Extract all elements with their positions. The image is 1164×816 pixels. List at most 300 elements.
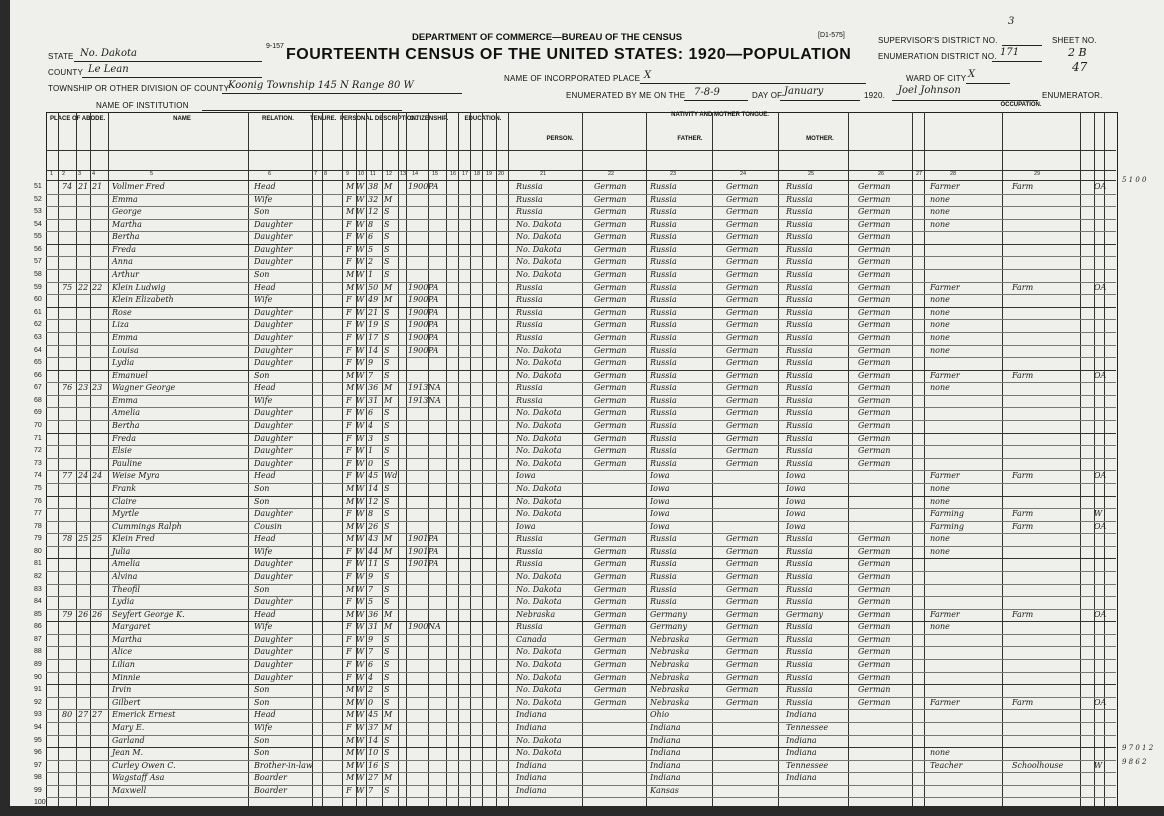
cell-age: 36: [368, 383, 379, 393]
cell-age: 16: [368, 760, 379, 770]
cell-fplace: Russia: [650, 559, 677, 569]
cell-rel: Daughter: [254, 257, 293, 267]
cell-name: Wagstaff Asa: [112, 773, 165, 783]
line-number: 86: [34, 623, 42, 631]
cell-rel: Daughter: [254, 634, 293, 644]
cell-name: Julia: [112, 546, 131, 556]
cell-sex: F: [346, 446, 352, 456]
line-number: 65: [34, 359, 42, 367]
cell-place: Russia: [516, 395, 543, 405]
cell-age: 5: [368, 597, 374, 607]
cell-mtongue: German: [858, 584, 891, 594]
cell-age: 5: [368, 244, 374, 254]
cell-place: Nebraska: [516, 609, 556, 619]
cell-ms: M: [384, 395, 393, 405]
cell-sex: F: [346, 307, 352, 317]
cell-tongue: German: [594, 622, 627, 632]
cell-fplace: Russia: [650, 546, 677, 556]
line-number: 78: [34, 522, 42, 530]
cell-age: 32: [368, 194, 379, 204]
cell-sex: M: [346, 697, 355, 707]
cell-name: Lydia: [112, 358, 135, 368]
cell-ms: M: [384, 383, 393, 393]
cell-occ: Farmer: [930, 182, 960, 191]
cell-race: W: [356, 710, 365, 720]
cell-race: W: [356, 571, 365, 581]
cell-ftongue: German: [726, 546, 759, 556]
column-number: 16: [450, 171, 457, 177]
column-rule: [248, 112, 249, 808]
cell-name: Louisa: [112, 345, 139, 355]
column-rule: [446, 112, 447, 808]
cell-fplace: Iowa: [650, 471, 670, 481]
cell-place: No. Dakota: [516, 446, 562, 456]
cell-house: 77: [62, 471, 73, 481]
cell-age: 36: [368, 609, 379, 619]
cell-sex: F: [346, 660, 352, 670]
cell-mplace: Russia: [786, 647, 813, 657]
cell-tongue: German: [594, 358, 627, 368]
cell-age: 1: [368, 270, 374, 280]
enumeration-district-value: 171: [1000, 47, 1020, 58]
cell-mtongue: German: [858, 546, 891, 556]
cell-sex: F: [346, 320, 352, 330]
cell-ms: M: [384, 182, 393, 191]
cell-race: W: [356, 609, 365, 619]
line-number: 76: [34, 497, 42, 505]
cell-mplace: Iowa: [786, 496, 806, 506]
cell-race: W: [356, 345, 365, 355]
cell-tongue: German: [594, 534, 627, 544]
cell-nat: NA: [428, 383, 441, 393]
cell-tongue: German: [594, 244, 627, 254]
cell-ind: Farm: [1012, 282, 1034, 292]
ward-label: WARD OF CITY: [906, 74, 967, 83]
cell-fplace: Russia: [650, 597, 677, 607]
cell-rel: Head: [254, 383, 276, 393]
cell-rel: Head: [254, 534, 276, 544]
cell-place: No. Dakota: [516, 660, 562, 670]
line-number: 70: [34, 422, 42, 430]
cell-tongue: German: [594, 546, 627, 556]
cell-fplace: Russia: [650, 219, 677, 229]
cell-nat: PA: [428, 345, 439, 355]
cell-nat: PA: [428, 546, 439, 556]
cell-rel: Son: [254, 697, 270, 707]
cell-sex: M: [346, 584, 355, 594]
cell-mplace: Germany: [786, 609, 823, 619]
column-number: 22: [608, 171, 615, 177]
cell-rel: Cousin: [254, 521, 282, 531]
cell-name: Amelia: [112, 559, 140, 569]
cell-fam: 25: [92, 534, 103, 544]
cell-sex: M: [346, 270, 355, 280]
cell-fplace: Russia: [650, 307, 677, 317]
column-rule: [398, 112, 399, 808]
cell-mtongue: German: [858, 672, 891, 682]
cell-tongue: German: [594, 584, 627, 594]
cell-emp: OA: [1094, 370, 1107, 380]
cell-name: Bertha: [112, 232, 140, 242]
cell-fplace: Russia: [650, 408, 677, 418]
cell-race: W: [356, 458, 365, 468]
cell-ms: S: [384, 571, 390, 581]
cell-name: Amelia: [112, 408, 140, 418]
cell-mplace: Russia: [786, 395, 813, 405]
cell-place: Russia: [516, 307, 543, 317]
cell-place: Russia: [516, 182, 543, 191]
cell-mtongue: German: [858, 295, 891, 305]
cell-mplace: Tennessee: [786, 722, 829, 732]
cell-ms: S: [384, 521, 390, 531]
line-number: 88: [34, 648, 42, 656]
cell-ftongue: German: [726, 320, 759, 330]
cell-nat: PA: [428, 559, 439, 569]
cell-race: W: [356, 660, 365, 670]
margin-note: 9 8 6 2: [1122, 758, 1147, 766]
column-rule: [458, 112, 459, 808]
cell-fplace: Germany: [650, 622, 687, 632]
enumerated-label: ENUMERATED BY ME ON THE: [566, 91, 686, 100]
cell-mtongue: German: [858, 408, 891, 418]
line-number: 98: [34, 774, 42, 782]
cell-occ: none: [930, 383, 950, 393]
enumerated-days: 7-8-9: [694, 87, 720, 98]
cell-ms: S: [384, 785, 390, 795]
cell-mtongue: German: [858, 383, 891, 393]
cell-tongue: German: [594, 609, 627, 619]
line-number: 97: [34, 761, 42, 769]
cell-nat: PA: [428, 332, 439, 342]
cell-race: W: [356, 182, 365, 191]
cell-occ: none: [930, 496, 950, 506]
cell-sex: M: [346, 534, 355, 544]
cell-ms: S: [384, 672, 390, 682]
scan-edge: [0, 0, 10, 816]
cell-place: Russia: [516, 194, 543, 204]
cell-sex: F: [346, 257, 352, 267]
cell-name: Weise Myra: [112, 471, 160, 481]
cell-mplace: Indiana: [786, 735, 817, 745]
cell-dw: 21: [78, 182, 89, 191]
cell-name: Irvin: [112, 685, 132, 695]
cell-rel: Daughter: [254, 509, 293, 519]
cell-tongue: German: [594, 685, 627, 695]
cell-fplace: Russia: [650, 584, 677, 594]
cell-occ: none: [930, 546, 950, 556]
cell-age: 9: [368, 358, 374, 368]
cell-race: W: [356, 332, 365, 342]
cell-occ: Teacher: [930, 760, 963, 770]
cell-tongue: German: [594, 408, 627, 418]
cell-place: Iowa: [516, 521, 536, 531]
cell-emp: OA: [1094, 697, 1107, 707]
cell-age: 4: [368, 672, 374, 682]
cell-sex: F: [346, 571, 352, 581]
cell-ftongue: German: [726, 282, 759, 292]
cell-race: W: [356, 760, 365, 770]
cell-race: W: [356, 370, 365, 380]
cell-race: W: [356, 697, 365, 707]
cell-tongue: German: [594, 433, 627, 443]
cell-ms: M: [384, 295, 393, 305]
cell-race: W: [356, 232, 365, 242]
cell-tongue: German: [594, 307, 627, 317]
cell-nat: NA: [428, 622, 441, 632]
cell-mplace: Russia: [786, 232, 813, 242]
cell-mtongue: German: [858, 395, 891, 405]
line-number: 74: [34, 472, 42, 480]
cell-mtongue: German: [858, 559, 891, 569]
column-rule: [406, 112, 407, 808]
cell-ms: S: [384, 370, 390, 380]
incorporated-place-label: NAME OF INCORPORATED PLACE: [504, 74, 641, 83]
cell-place: No. Dakota: [516, 219, 562, 229]
cell-mtongue: German: [858, 358, 891, 368]
cell-house: 80: [62, 710, 73, 720]
column-rule: [582, 112, 583, 808]
cell-ftongue: German: [726, 408, 759, 418]
cell-rel: Daughter: [254, 433, 293, 443]
county-label: COUNTY: [48, 68, 83, 77]
cell-sex: M: [346, 735, 355, 745]
cell-age: 2: [368, 257, 374, 267]
cell-mplace: Russia: [786, 421, 813, 431]
cell-age: 37: [368, 722, 379, 732]
cell-name: Emma: [112, 194, 138, 204]
line-number: 69: [34, 409, 42, 417]
cell-name: Myrtle: [112, 509, 140, 519]
cell-age: 7: [368, 370, 374, 380]
column-rule: [924, 112, 925, 808]
cell-rel: Son: [254, 748, 270, 758]
cell-ms: S: [384, 446, 390, 456]
scan-edge: [0, 806, 1164, 816]
cell-fplace: Russia: [650, 320, 677, 330]
cell-age: 38: [368, 182, 379, 191]
cell-age: 4: [368, 421, 374, 431]
cell-ind: Farm: [1012, 697, 1034, 707]
cell-ms: M: [384, 609, 393, 619]
cell-tongue: German: [594, 257, 627, 267]
line-number: 84: [34, 598, 42, 606]
column-number: 21: [540, 171, 547, 177]
cell-house: 74: [62, 182, 73, 191]
cell-sex: F: [346, 634, 352, 644]
cell-sex: F: [346, 345, 352, 355]
cell-mtongue: German: [858, 534, 891, 544]
cell-rel: Daughter: [254, 672, 293, 682]
cell-place: Indiana: [516, 710, 547, 720]
cell-ftongue: German: [726, 534, 759, 544]
column-rule: [312, 112, 313, 808]
cell-sex: M: [346, 748, 355, 758]
cell-mplace: Russia: [786, 295, 813, 305]
line-number: 72: [34, 447, 42, 455]
cell-rel: Daughter: [254, 421, 293, 431]
cell-name: Martha: [112, 219, 142, 229]
cell-fplace: Iowa: [650, 483, 670, 493]
cell-age: 31: [368, 395, 379, 405]
line-number: 51: [34, 183, 42, 190]
cell-fplace: Germany: [650, 609, 687, 619]
column-rule: [848, 112, 849, 808]
cell-rel: Son: [254, 270, 270, 280]
cell-age: 10: [368, 748, 379, 758]
cell-mtongue: German: [858, 458, 891, 468]
column-rule: [322, 112, 323, 808]
cell-ms: S: [384, 660, 390, 670]
cell-place: No. Dakota: [516, 408, 562, 418]
column-number: 20: [498, 171, 505, 177]
cell-ftongue: German: [726, 634, 759, 644]
header-rule: [46, 150, 1116, 151]
cell-tongue: German: [594, 421, 627, 431]
cell-tongue: German: [594, 219, 627, 229]
column-rule: [1080, 112, 1081, 808]
cell-tongue: German: [594, 634, 627, 644]
line-number: 99: [34, 786, 42, 794]
month-value: January: [784, 86, 824, 97]
cell-place: Russia: [516, 320, 543, 330]
group-citizenship: CITIZENSHIP.: [409, 116, 449, 122]
cell-ftongue: German: [726, 307, 759, 317]
cell-mplace: Russia: [786, 446, 813, 456]
cell-rel: Daughter: [254, 332, 293, 342]
cell-sex: M: [346, 496, 355, 506]
cell-ftongue: German: [726, 559, 759, 569]
cell-tongue: German: [594, 647, 627, 657]
cell-tongue: German: [594, 194, 627, 204]
cell-mtongue: German: [858, 433, 891, 443]
line-number: 56: [34, 245, 42, 253]
cell-place: Russia: [516, 559, 543, 569]
cell-ftongue: German: [726, 345, 759, 355]
cell-emp: OA: [1094, 609, 1107, 619]
cell-emp: OA: [1094, 182, 1107, 191]
form-number: 9-157: [266, 43, 284, 50]
cell-ftongue: German: [726, 370, 759, 380]
cell-mplace: Russia: [786, 194, 813, 204]
cell-tongue: German: [594, 295, 627, 305]
cell-mplace: Russia: [786, 332, 813, 342]
cell-rel: Daughter: [254, 647, 293, 657]
cell-ind: Farm: [1012, 370, 1034, 380]
cell-tongue: German: [594, 332, 627, 342]
cell-ftongue: German: [726, 597, 759, 607]
line-number: 89: [34, 661, 42, 669]
cell-mtongue: German: [858, 270, 891, 280]
cell-name: Jean M.: [112, 748, 144, 758]
sheet-value: 2 B: [1068, 46, 1087, 59]
column-number: 11: [370, 171, 376, 177]
cell-name: Martha: [112, 634, 142, 644]
cell-fplace: Nebraska: [650, 660, 690, 670]
cell-rel: Son: [254, 483, 270, 493]
cell-sex: F: [346, 647, 352, 657]
form-code: [D1-575]: [818, 32, 845, 39]
cell-ms: S: [384, 483, 390, 493]
cell-ftongue: German: [726, 383, 759, 393]
state-value: No. Dakota: [80, 48, 137, 59]
cell-mtongue: German: [858, 685, 891, 695]
column-rule: [342, 112, 343, 808]
line-number: 87: [34, 635, 42, 643]
cell-emp: OA: [1094, 471, 1107, 481]
cell-ind: Farm: [1012, 609, 1034, 619]
cell-rel: Wife: [254, 722, 273, 732]
line-number: 91: [34, 686, 42, 694]
cell-place: Indiana: [516, 773, 547, 783]
cell-rel: Daughter: [254, 320, 293, 330]
cell-rel: Wife: [254, 622, 273, 632]
cell-fam: 22: [92, 282, 103, 292]
cell-sex: F: [346, 433, 352, 443]
cell-sex: F: [346, 219, 352, 229]
cell-race: W: [356, 521, 365, 531]
cell-sex: M: [346, 773, 355, 783]
cell-fplace: Russia: [650, 458, 677, 468]
cell-rel: Wife: [254, 194, 273, 204]
cell-age: 12: [368, 207, 379, 217]
cell-sex: M: [346, 370, 355, 380]
cell-rel: Daughter: [254, 597, 293, 607]
cell-yr: 1913: [408, 395, 429, 405]
cell-sex: F: [346, 194, 352, 204]
column-number: 1: [50, 171, 54, 177]
column-rule: [508, 112, 509, 808]
line-number: 57: [34, 258, 42, 266]
cell-nat: PA: [428, 182, 439, 191]
cell-occ: none: [930, 332, 950, 342]
column-rule: [778, 112, 779, 808]
cell-ftongue: German: [726, 609, 759, 619]
state-label: STATE: [48, 52, 74, 61]
cell-fplace: Russia: [650, 433, 677, 443]
cell-race: W: [356, 597, 365, 607]
cell-ms: Wd: [384, 471, 398, 481]
cell-mtongue: German: [858, 370, 891, 380]
page-title: FOURTEENTH CENSUS OF THE UNITED STATES: 1920—POPULATION: [286, 46, 852, 63]
cell-mplace: Russia: [786, 534, 813, 544]
cell-place: No. Dakota: [516, 433, 562, 443]
cell-place: Iowa: [516, 471, 536, 481]
cell-mtongue: German: [858, 597, 891, 607]
cell-fplace: Nebraska: [650, 697, 690, 707]
cell-place: No. Dakota: [516, 496, 562, 506]
column-number: 19: [486, 171, 493, 177]
cell-yr: 1900: [408, 332, 429, 342]
cell-race: W: [356, 647, 365, 657]
line-number: 77: [34, 510, 42, 518]
cell-age: 12: [368, 496, 379, 506]
line-number: 90: [34, 673, 42, 681]
cell-name: Emma: [112, 332, 138, 342]
line-number: 100: [34, 799, 46, 807]
cell-emp: OA: [1094, 521, 1107, 531]
cell-fplace: Russia: [650, 232, 677, 242]
cell-rel: Wife: [254, 295, 273, 305]
cell-age: 8: [368, 509, 374, 519]
cell-race: W: [356, 421, 365, 431]
cell-sex: F: [346, 471, 352, 481]
line-number: 58: [34, 271, 42, 279]
cell-mplace: Russia: [786, 307, 813, 317]
cell-fplace: Indiana: [650, 722, 681, 732]
line-number: 93: [34, 711, 42, 719]
cell-ms: S: [384, 408, 390, 418]
cell-tongue: German: [594, 395, 627, 405]
